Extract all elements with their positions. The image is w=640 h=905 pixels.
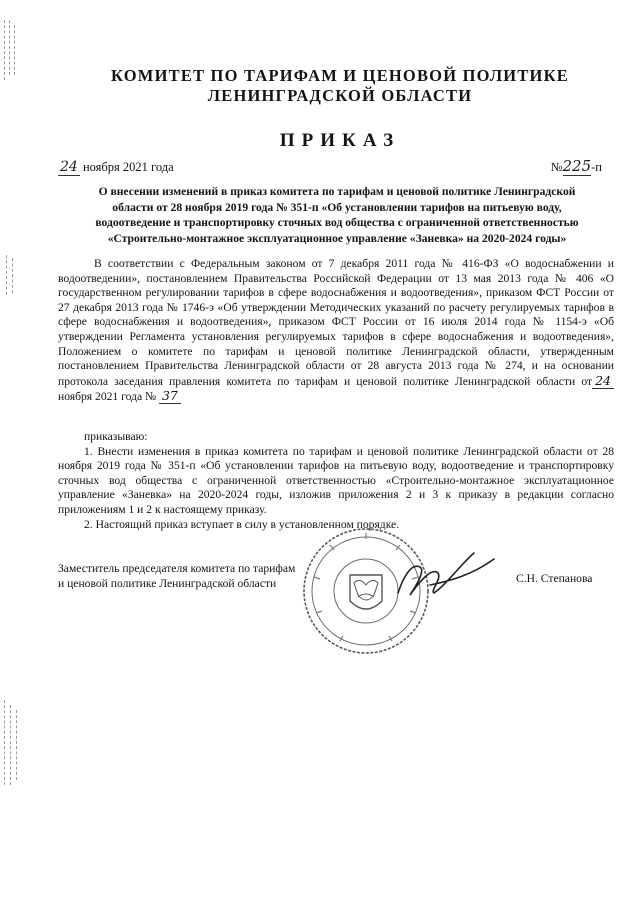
signatory-name: С.Н. Степанова [516,572,593,585]
order-section [58,430,614,532]
document-subject [62,184,612,246]
position-line1: Заместитель председателя комитета по тарифам [58,562,296,575]
date-month-year: ноября 2021 года [82,160,174,174]
document-number [551,157,602,175]
order-intro: приказываю: [84,430,148,443]
handwritten-signature [390,545,500,605]
committee-name-line1: КОМИТЕТ ПО ТАРИФАМ И ЦЕНОВОЙ ПОЛИТИКЕ [111,66,569,85]
preamble-paragraph [58,257,614,405]
protocol-number-handwritten: 37 [159,388,181,404]
binding-margin-marks [0,0,30,905]
subject-line: области от 28 ноября 2019 года № 351-п «Об установлении тарифов на питьевую воду, [112,200,562,214]
number-prefix: № [550,160,563,174]
committee-name-line2: ЛЕНИНГРАДСКОЙ ОБЛАСТИ [207,86,473,105]
position-line2: и ценовой политике Ленинградской области [58,577,277,590]
signatory-position [58,561,295,591]
committee-header [60,66,620,106]
order-item-1: 1. Внести изменения в приказ комитета по тарифам и ценовой политике Ленинградской области от 28 ноября 2019 года № 351-п «Об установлении тарифов на питьевую воду, водоотведение и транспортировку сточных вод общества с ограниченной ответственностью «Строительно-монтажное эксплуатационное управление «Заневка» на 2020-2024 годы, изложив приложения 2 и 3 к приказу в редакции согласно приложениям 1 и 2 к настоящему приказу. [58,444,614,516]
protocol-day-handwritten: 24 [592,373,614,389]
protocol-date-text: ноября 2021 года № [58,390,157,404]
order-item-2: 2. Настоящий приказ вступает в силу в установленном порядке. [84,517,400,531]
document-title: ПРИКАЗ [279,130,401,151]
subject-line: «Строительно-монтажное эксплуатационное управление «Заневка» на 2020-2024 годы» [107,231,567,245]
number-suffix: -п [591,160,602,174]
preamble-text-block [58,257,614,405]
subject-line: О внесении изменений в приказ комитета по тарифам и ценовой политике Ленинградской [98,185,576,198]
date-day-handwritten: 24 [60,159,78,175]
preamble-text: В соответствии с Федеральным законом от 7 декабря 2011 года № 416-ФЗ «О водоснабжении и водоотведении», постановлением Правительства Российской Федерации от 13 мая 2013 года № 406 «О государственном регулировании тарифов в сфере водоснабжения и водоотведения», приказом ФСТ России от 27 декабря 2013 года № 1746-э «Об утверждении Методических указаний по расчету регулируемых тарифов в сфере водоснабжения и водоотведения», приказом ФСТ России от 16 июля 2014 года № 1154-э «Об утверждении Регламента установления регулируемых тарифов в сфере водоснабжения и водоотведения», Положением о комитете по тарифам и ценовой политике Ленинградской области, утвержденным постановлением Правительства Ленинградской области от 28 августа 2013 года № 274, и на основании протокола заседания правления комитета по тарифам и ценовой политике Ленинградской области от [58,257,614,388]
subject-line: водоотведение и транспортировку сточных вод общества с ограниченной ответственностью [95,216,579,229]
number-handwritten: 225 [562,157,592,175]
document-date [58,159,174,176]
